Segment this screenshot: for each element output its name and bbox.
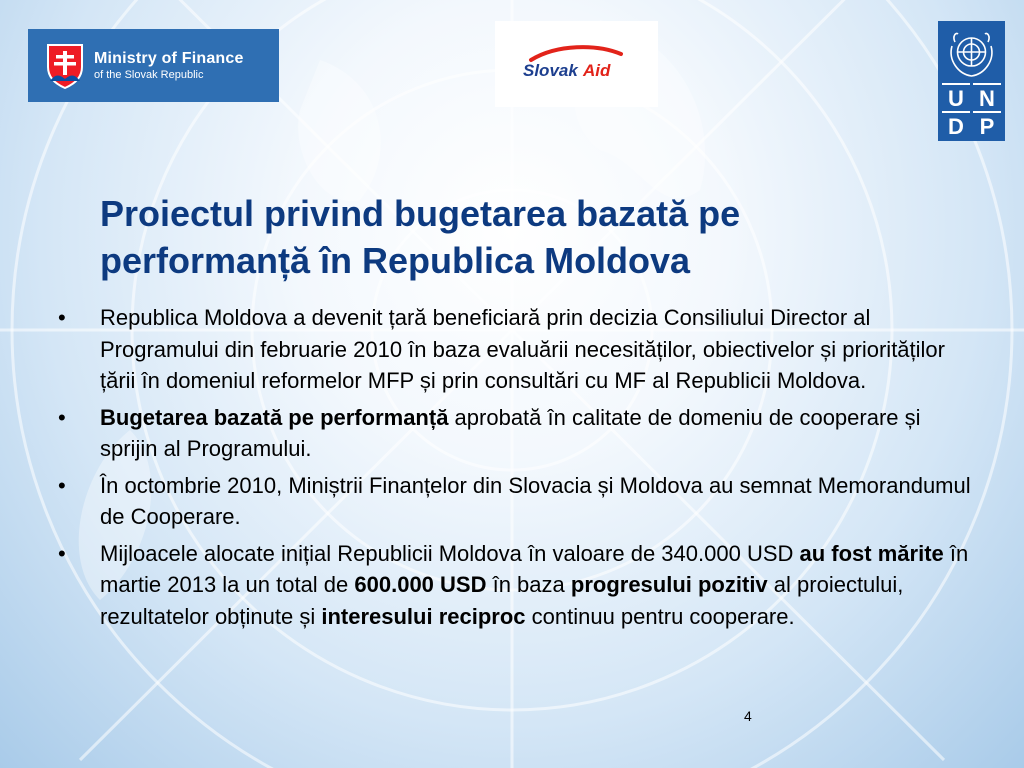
bullet-text: În octombrie 2010, Miniștrii Finanțelor din Slovacia și Moldova au semnat Memorandumul de Cooperare. <box>100 472 971 529</box>
bullet-text: aprobată în calitate de domeniu de cooperare și sprijin al Programului. <box>100 404 921 461</box>
bullet-text: Republica Moldova a devenit țară beneficiară prin decizia Consiliului Director al Programului din februarie 2010 în baza evaluării necesităților, obiectivelor și priorităților țării în domeniul reformelor MFP și prin consultări cu MF al Republicii Moldova. <box>100 305 945 393</box>
slide-title: Proiectul privind bugetarea bazată pe performanță în Republica Moldova <box>100 193 741 281</box>
bullet-text: al proiectului, rezultatelor obținute și <box>100 572 904 629</box>
bullet-text: Mijloacele alocate inițial Republicii Moldova în valoare de 340.000 USD <box>100 540 800 566</box>
bullet-item <box>58 470 973 533</box>
page-number: 4 <box>744 708 752 724</box>
bullet-symbol: • <box>58 540 66 566</box>
slovak-aid-logo <box>495 21 658 107</box>
bullet-bold-text: au fost mărite <box>799 540 944 566</box>
slovak-aid-wordmark <box>517 44 637 84</box>
bullet-item <box>58 402 973 465</box>
bullet-item <box>58 302 973 397</box>
bullet-list <box>58 302 973 637</box>
ministry-of-finance-logo <box>28 29 279 102</box>
slovak-aid-part2: Aid <box>582 61 610 80</box>
mof-logo-name: Ministry of Finance <box>94 49 244 67</box>
undp-letter-p: P <box>973 111 1001 140</box>
mof-logo-subtitle: of the Slovak Republic <box>94 68 204 81</box>
bullet-symbol: • <box>58 305 66 330</box>
bullet-item <box>58 538 973 633</box>
bullet-bold-text: progresului pozitiv <box>570 572 768 597</box>
bullet-symbol: • <box>58 472 66 498</box>
undp-logo <box>938 21 1005 141</box>
bullet-bold-text: interesului reciproc <box>321 603 526 629</box>
slovak-coat-of-arms-icon <box>46 43 84 89</box>
bullet-text: în martie 2013 la un total de <box>100 540 969 597</box>
bullet-text: continuu pentru cooperare. <box>525 603 795 629</box>
slovak-aid-part1: Slovak <box>522 61 578 80</box>
undp-letter-d: D <box>942 111 970 140</box>
undp-letter-n: N <box>973 83 1001 112</box>
bullet-bold-text: 600.000 USD <box>354 572 487 597</box>
undp-letter-u: U <box>942 83 970 112</box>
bullet-text: în baza <box>486 572 571 597</box>
un-emblem-icon <box>944 26 999 81</box>
bullet-bold-text: Bugetarea bazată pe performanță <box>100 404 449 430</box>
bullet-symbol: • <box>58 404 66 430</box>
